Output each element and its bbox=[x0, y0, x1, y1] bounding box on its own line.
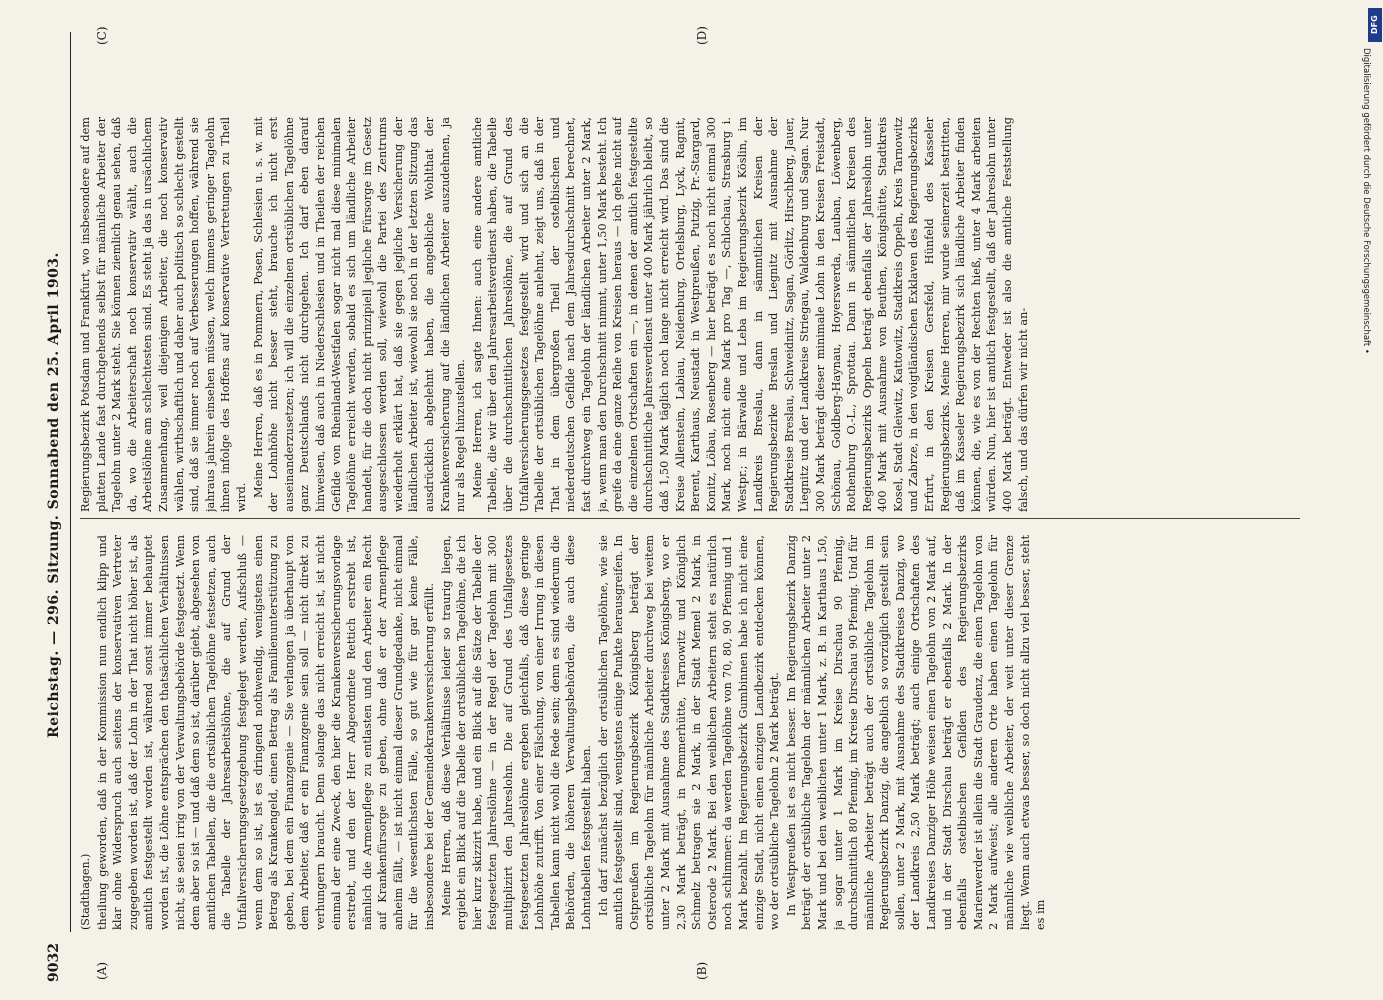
paragraph: theilung geworden, daß in der Kommission nun endlich klipp und klar ohne Widerspruch auch seitens der konservativen Vertreter zugegeben worden ist, daß der Lohn in der That nicht höher ist, als amtlich festgestellt worden ist, während sonst immer behauptet worden ist, die Löhne entsprächen den thatsächlichen Verhältnissen nicht, sie seien irrig von der Verwaltungsbehörde festgesetzt. Wenn dem aber so ist — und daß dem so ist, darüber giebt, abgesehen von amtlichen Tabellen, die die ortsüblichen Tagelöhne festsetzen, auch die Tabelle der Jahresarbeitslöhne, die auf Grund der Unfallversicherungsgesetzgebung festgelegt werden, Aufschluß — wenn dem so ist, ist es dringend nothwendig, wenigstens einen Betrag als Krankengeld, einen Betrag als Familienunterstützung zu geben, bei dem ein Finanzgenie — Sie verlangen ja überhaupt von dem Arbeiter, daß er ein Finanzgenie sein soll — nicht direkt zu verhungern braucht. Denn solange das nicht erreicht ist, ist nicht einmal der eine Zweck, den hier die Krankenversicherungsvorlage erstrebt, und den der Herr Abgeordnete Rettich erstrebt ist, nämlich die Armenpflege zu entlasten und den Arbeiter ein Recht auf Krankenfürsorge zu geben, ohne daß er der Armenpflege anheim fällt, — ist nicht einmal dieser Grundgedanke, nicht einmal für die wesentlichsten Fälle, so gut wie für gar keine Fälle, insbesondere bei der Gemeindekrankenversicherung erfüllt. bbox=[95, 535, 437, 930]
page-title: Reichstag. — 296. Sitzung. Sonnabend den 25. April 1903. bbox=[46, 252, 62, 738]
page-number: 9032 bbox=[46, 943, 62, 982]
paragraph: Meine Herren, daß es in Pommern, Posen, Schlesien u. s. w. mit der Lohnhöhe nicht besser steht, brauche ich nicht erst auseinanderzusetzen; ich will die einzelnen ortsüblichen Tagelöhne ganz Deutschlands nicht durchgehen. Ich darf eben darauf hinweisen, daß auch in Niederschlesien und in Theilen der reichen Gefilde von Rheinland-Westfalen sogar nicht mal diese minimalen Tagelöhne erreicht werden, sobald es sich um ländliche Arbeiter handelt, für die doch nicht prinzipiell jegliche Fürsorge im Gesetz ausgeschlossen werden soll, wiewohl die Partei des Zentrums wiederholt erklärt hat, daß sie gegen jegliche Versicherung der ländlichen Arbeiter ist, wiewohl sie noch in der letzten Sitzung das ausdrücklich abgelehnt haben, die angebliche Wohlthat der Krankenversicherung auf die ländlichen Arbeiter auszudehnen, ja nur als Regel hinzustellen. bbox=[251, 117, 468, 512]
paragraph: Ich darf zunächst bezüglich der ortsüblichen Tagelöhne, wie sie amtlich festgestellt sind, wenigstens einige Punkte herausgreifen. In Ostpreußen im Regierungsbezirk Königsberg beträgt der ortsübliche Tagelohn für männliche Arbeiter durchweg bei weitem unter 2 Mark mit Ausnahme des Stadtkreises Königsberg, wo er 2,30 Mark beträgt, in Pommerhütte, Tarnowitz und Königlich Schmelz betragen sie 2 Mark, in der Stadt Memel 2 Mark, in Osterode 2 Mark. Bei den weiblichen Arbeitern steht es natürlich noch schlimmer: da werden Tagelöhne von 70, 80, 90 Pfennig und 1 Mark bezahlt. Im Regierungsbezirk Gumbinnen habe ich nicht eine einzige Stadt, nicht einen einzigen Landbezirk entdecken können, wo der ortsübliche Tagelohn 2 Mark beträgt. bbox=[596, 535, 782, 930]
text-column-left bbox=[78, 535, 1308, 930]
speaker-tag: (Stadthagen.) bbox=[79, 853, 92, 930]
paragraph: Meine Herren, ich sagte Ihnen: auch eine andere amtliche Tabelle, die wir über den Jahresarbeitsverdienst haben, die Tabelle über die durchschnittlichen Jahreslöhne, die auf Grund des Unfallversicherungsgesetzes festgestellt wird und sich an die Tabelle der ortsüblichen Tagelöhne anlehnt, zeigt uns, daß in der That in dem übergroßen Theil der ostelbischen und niederdeutschen Gefilde nach dem Jahresdurchschnitt berechnet, fast durchweg ein Tagelohn der ländlichen Arbeiter unter 2 Mark, ja, wenn man den Durchschnitt nimmt, unter 1,50 Mark besteht. Ich greife da eine ganze Reihe von Kreisen heraus — ich gehe nicht auf die einzelnen Ortschaften ein —, in denen der amtlich festgestellte durchschnittliche Jahresverdienst unter 400 Mark jährlich bleibt, so daß 1,50 Mark täglich noch lange nicht erreicht wird. Das sind die Kreise Allenstein, Labiau, Neidenburg, Ortelsburg, Lyck, Ragnit, Berent, Karthaus, Neustadt in Westpreußen, Putzig, Pr.-Stargard, Konitz, Löbau, Rosenberg — hier beträgt es noch nicht einmal 300 Mark, noch nicht eine Mark pro Tag —, Schlochau, Strasburg i. Westpr.; in Bärwalde und Leba im Regierungsbezirk Köslin, im Landkreis Breslau, dann in sämmtlichen Kreisen der Regierungsbezirke Breslan und Liegnitz mit Ausnahme der Stadtkreise Breslau, Schweidnitz, Sagan, Görlitz, Hirschberg, Jauer, Liegnitz und der Landkreise Striegau, Waldenburg und Sagan. Nur 300 Mark beträgt dieser minimale Lohn in den Kreisen Freistadt, Schönau, Goldberg-Haynau, Hoyerswerda, Lauban, Löwenberg, Rothenburg O.-L., Sprottau. Dann in sämmtlichen Kreisen des Regierungsbezirks Oppeln beträgt ebenfalls der Jahreslohn unter 400 Mark mit Ausnahme von Beuthen, Königshütte, Stadtkreis Kosel, Stadt Gleiwitz, Kattowitz, Stadtkreis Oppeln, Kreis Tarnowitz und Zabrze, in den voigtländischen Exklaven des Regierungsbezirks Erfurt, in den Kreisen Gersfeld, Hünfeld des Kasseler Regierungsbezirks. Meine Herren, mir wurde seinerzeit bestritten, daß im Kasseler Regierungsbezirk sich ländliche Arbeiter finden können, die, wie es von der Rechten hieß, unter 4 Mark arbeiten würden. Nun, hier ist amtlich festgestellt, daß der Jahreslohn unter 400 Mark beträgt. Entweder ist also die amtliche Feststellung falsch, und das dürfen wir nicht an- bbox=[470, 117, 1030, 512]
digitization-note: Digitalisierung gefördert durch die Deutsche Forschungsgemeinschaft • bbox=[1361, 48, 1371, 354]
text-column-right bbox=[78, 117, 1308, 512]
page-header bbox=[42, 0, 68, 1000]
paragraph: Meine Herren, daß diese Verhältnisse leider so traurig liegen, ergiebt ein Blick auf die Tabelle der ortsüblichen Tagelöhne, die ich hier kurz skizzirt habe, und ein Blick auf die Sätze der Tabelle der festgesetzten Jahreslöhne — in der Regel der Tagelohn mit 300 multiplizirt den Jahreslohn. Die auf Grund des Unfallgesetzes festgesetzten Jahreslöhne ergeben gleichfalls, daß diese geringe Lohnhöhe zutrifft. Von einer Fälschung, von einer Irrung in diesen Tabellen kann nicht wohl die Rede sein; denn es sind wiederum die Behörden, die höheren Verwaltungsbehörden, die auch diese Lohntabellen festgestellt haben. bbox=[439, 535, 593, 930]
margin-marker-b: (B) bbox=[695, 961, 709, 980]
header-rule bbox=[70, 32, 71, 932]
margin-marker-a: (A) bbox=[95, 961, 109, 980]
dfg-logo: DFG bbox=[1368, 8, 1382, 42]
paragraph: In Westpreußen ist es nicht besser. Im Regierungsbezirk Danzig beträgt der ortsübliche Tagelohn der männlichen Arbeiter unter 2 Mark und bei den weiblichen unter 1 Mark, z. B. in Karthaus 1,50, ja sogar unter 1 Mark im Kreise Dirschau 90 Pfennig, durchschnittlich 80 Pfennig, im Kreise Dirschau 90 Pfennig. Und für männliche Arbeiter beträgt auch der ortsübliche Tagelohn im Regierungsbezirk Danzig, die angeblich so vorzüglich gestellt sein sollen, unter 2 Mark, mit Ausnahme des Stadtkreises Danzig, wo der Landkreis 2,50 Mark beträgt; auch einige Ortschaften des Landkreises Danziger Höhe weisen einen Tagelohn von 2 Mark auf, und in der Stadt Dirschau beträgt er ebenfalls 2 Mark. In der ebenfalls ostelbischen Gefilden des Regierungsbezirks Marienwerder ist allein die Stadt Graudenz, die einen Tagelohn von 2 Mark aufweist; alle anderen Orte haben einen Tagelohn für männliche wie weibliche Arbeiter, der weit unter dieser Grenze liegt. Wenn auch etwas besser, so doch nicht allzu viel besser, steht es im bbox=[784, 535, 1048, 930]
paragraph: Regierungsbezirk Potsdam und Frankfurt, wo insbesondere auf dem platten Lande fast durchgehends selbst für männliche Arbeiter der Tagelohn unter 2 Mark steht. Sie können ziemlich genau sehen, daß da, wo die Arbeiterschaft noch konservativ wählt, auch die Arbeitslöhne am schlechtesten sind. Es steht ja das in ursächlichem Zusammenhang, weil diejenigen Arbeiter, die noch konservativ wählen, wirthschaftlich und daher auch politisch so schlecht gestellt sind, daß sie immer noch auf Verbesserungen hoffen, während sie jahraus jahrein einsehen müssen, welch immens geringer Tagelohn ihnen infolge des Hoffens auf konservative Vertretungen zu Theil wird. bbox=[79, 117, 248, 512]
margin-marker-c: (C) bbox=[95, 26, 109, 45]
column-divider bbox=[80, 518, 1300, 519]
margin-marker-d: (D) bbox=[695, 26, 709, 45]
